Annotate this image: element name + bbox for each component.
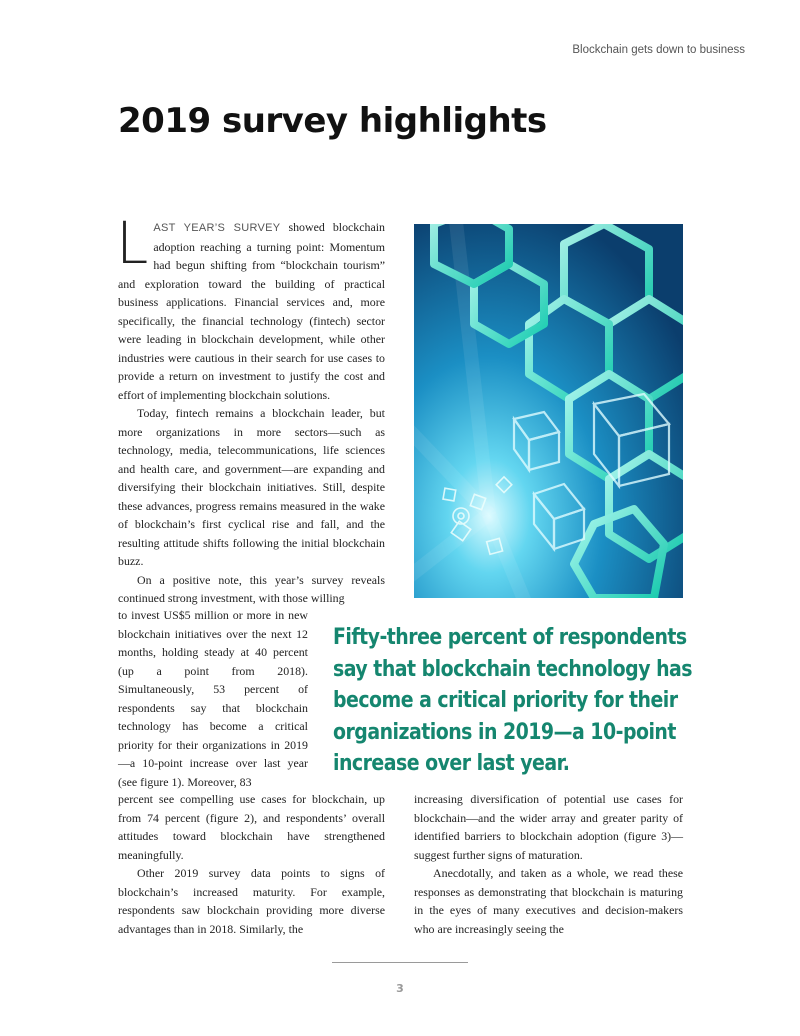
glowing-cubes-illustration xyxy=(414,224,683,598)
paragraph-maturity: Other 2019 survey data points to signs of blockchain’s increased maturity. For example, respondents saw blockchain providing more diverse advantages than in 2018. Similarly, the xyxy=(118,866,385,936)
paragraph-investment-middle: to invest US$5 million or more in new blockchain initiatives over the next 12 months, holding steady at 40 percent (up a point from 2018). Simultaneously, 53 percent of respondents say that blockchain technology has become a critical priority for their organizations in 2019—a 10-point increase over last year (see figure 1). Moreover, 83 xyxy=(118,608,308,789)
hero-image xyxy=(414,224,683,598)
paragraph-intro xyxy=(116,209,385,404)
paragraph-investment-end: percent see compelling use cases for blockchain, up from 74 percent (figure 2), and respondents’ overall attitudes toward blockchain have strengthened meaningfully. xyxy=(118,792,385,862)
page-title: 2019 survey highlights xyxy=(118,101,547,141)
drop-cap: L xyxy=(116,209,149,277)
paragraph-maturity-continued: increasing diversification of potential use cases for blockchain—and the wider array and greater parity of identified barriers to blockchain adoption (figure 3)—suggest further signs of maturation. xyxy=(414,792,683,862)
paragraph-anecdotal: Anecdotally, and taken as a whole, we read these responses as demonstrating that blockchain is maturing in the eyes of many executives and decision-makers who are increasingly seeing the xyxy=(414,866,683,936)
article-column-left-top xyxy=(116,209,385,608)
paragraph-fintech: Today, fintech remains a blockchain leader, but more organizations in more sectors—such as technology, media, telecommunications, life sciences and health care, and government—are expanding and diversifying their blockchain initiatives. Still, despite these advances, progress remains measured in the wake of blockchain’s first cyclical rise and fall, and the resulting attitude shifts following the initial blockchain buzz. xyxy=(118,406,385,568)
running-head: Blockchain gets down to business xyxy=(572,44,745,56)
lead-in: AST YEAR’S SURVEY xyxy=(153,222,281,234)
paragraph-intro-text: showed blockchain adoption reaching a turning point: Momentum had begun shifting from “blockchain tourism” and exploration toward the building of practical business applications. Financial services and, more specifically, the financial technology (fintech) sector were leading in blockchain development, while other industries were cautious in their search for use cases to provide a return on investment to justify the cost and effort of implementing blockchain solutions. xyxy=(118,220,385,402)
article-column-left-narrow xyxy=(118,606,308,791)
article-column-right xyxy=(414,790,683,938)
pull-quote: Fifty-three percent of respondents say that blockchain technology has become a critical priority for their organizations in 2019—a 10-point increase over last year. xyxy=(333,625,693,776)
paragraph-investment-start: On a positive note, this year’s survey reveals continued strong investment, with those willing xyxy=(118,572,385,605)
page-number: 3 xyxy=(396,982,404,995)
article-column-left-bottom xyxy=(118,790,385,938)
footer-divider xyxy=(332,962,468,963)
